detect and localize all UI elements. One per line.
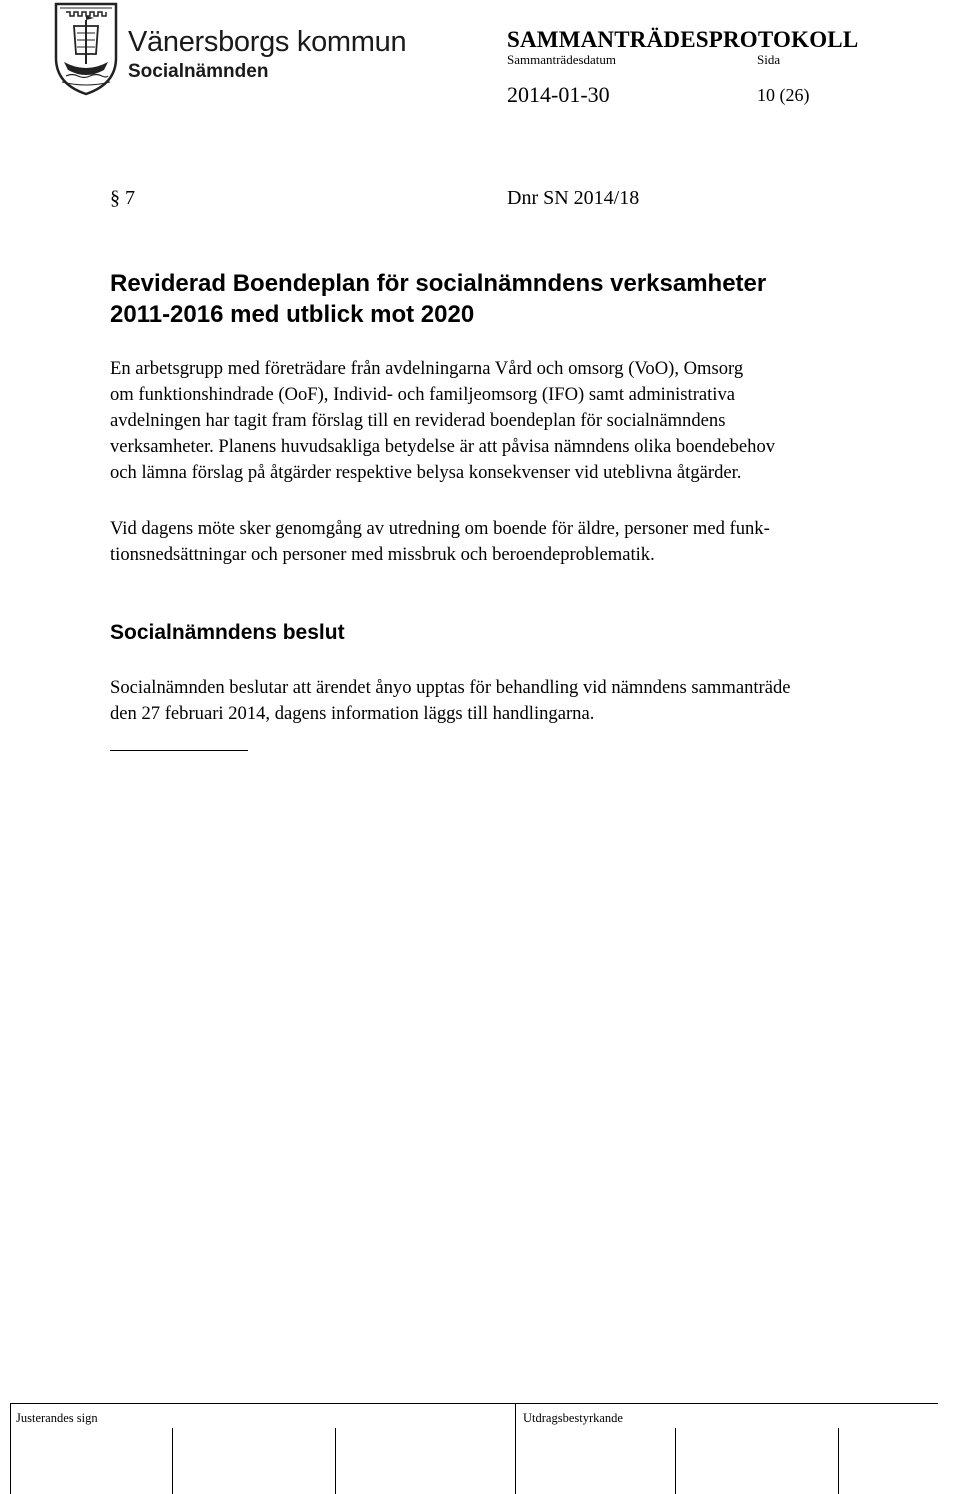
- extract-certification-label: Utdragsbestyrkande: [523, 1411, 623, 1425]
- footer-divider: [515, 1403, 516, 1494]
- footer-rule: [10, 1403, 938, 1404]
- document-type: SAMMANTRÄDESPROTOKOLL: [507, 27, 859, 52]
- paragraph-number: § 7: [110, 187, 135, 209]
- decision-paragraph: [110, 675, 940, 727]
- coat-of-arms-ship-icon: [50, 0, 122, 96]
- text-line: den 27 februari 2014, dagens information läggs till handlingarna.: [110, 703, 595, 724]
- org-sub: Socialnämnden: [128, 61, 269, 82]
- page-number: 10 (26): [757, 85, 810, 105]
- section-end-rule: [110, 750, 248, 751]
- footer-divider: [10, 1403, 11, 1494]
- adjuster-signature-label: Justerandes sign: [16, 1411, 98, 1425]
- signature-box-divider: [335, 1428, 336, 1494]
- text-line: och lämna förslag på åtgärder respektive belysa konsekvenser vid uteblivna åtgärder.: [110, 462, 742, 483]
- text-line: tionsnedsättningar och personer med missbruk och beroendeproblematik.: [110, 544, 655, 565]
- page-label: Sida: [757, 52, 781, 67]
- text-line: En arbetsgrupp med företrädare från avdelningarna Vård och omsorg (VoO), Omsorg: [110, 358, 744, 379]
- signature-box-divider: [172, 1428, 173, 1494]
- signature-box-divider: [838, 1428, 839, 1494]
- decision-heading: Socialnämndens beslut: [110, 621, 345, 644]
- section-title: [110, 268, 910, 330]
- section-title-line: Reviderad Boendeplan för socialnämndens verksamheter: [110, 270, 767, 297]
- meeting-date-label: Sammanträdesdatum: [507, 52, 617, 67]
- body-paragraph: [110, 356, 940, 486]
- signature-box-divider: [675, 1428, 676, 1494]
- text-line: Socialnämnden beslutar att ärendet ånyo upptas för behandling vid nämndens sammanträde: [110, 677, 791, 698]
- org-name: Vänersborgs kommun: [128, 26, 407, 58]
- meeting-date: 2014-01-30: [507, 82, 610, 107]
- diary-number: Dnr SN 2014/18: [507, 187, 640, 209]
- section-title-line: 2011-2016 med utblick mot 2020: [110, 301, 475, 328]
- text-line: avdelningen har tagit fram förslag till en reviderad boendeplan för socialnämndens: [110, 410, 726, 431]
- text-line: verksamheter. Planens huvudsakliga betydelse är att påvisa nämndens olika boendebehov: [110, 436, 776, 457]
- body-paragraph: [110, 516, 940, 568]
- text-line: om funktionshindrade (OoF), Individ- och familjeomsorg (IFO) samt administrativa: [110, 384, 736, 405]
- text-line: Vid dagens möte sker genomgång av utredning om boende för äldre, personer med funk-: [110, 518, 770, 539]
